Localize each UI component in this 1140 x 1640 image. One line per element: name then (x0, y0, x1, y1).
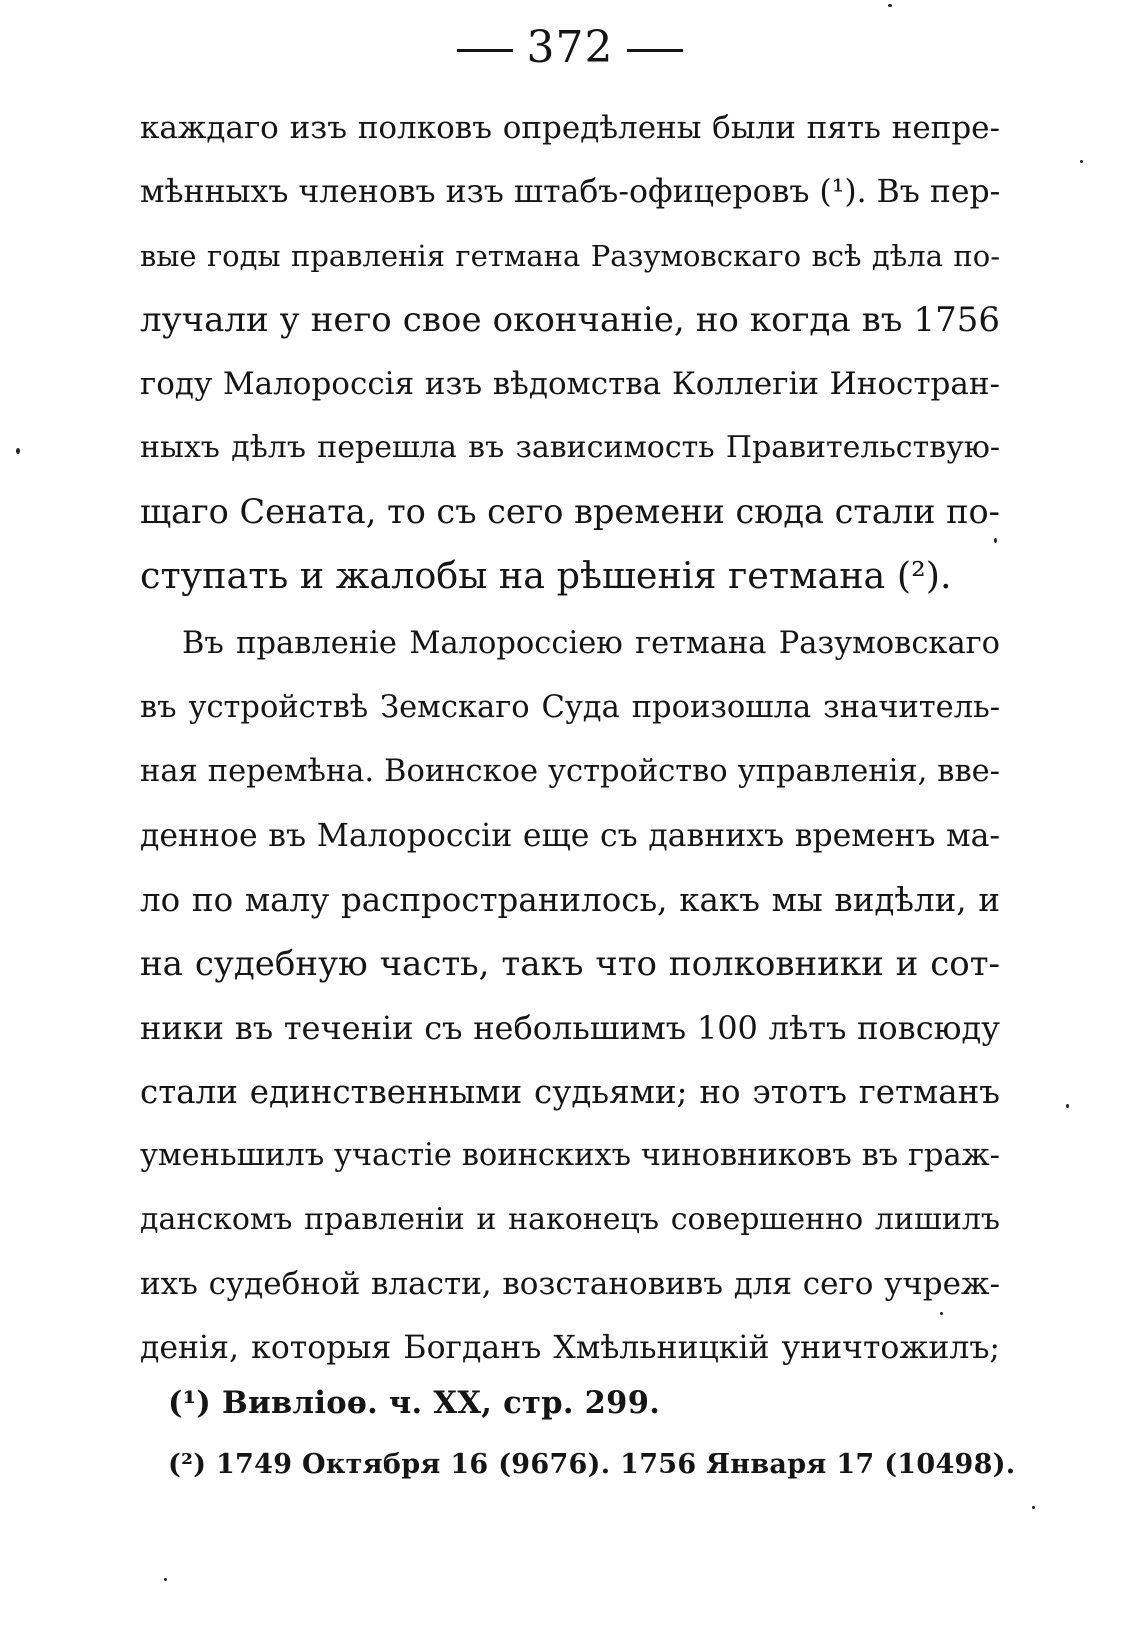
scan-speck (888, 4, 892, 7)
text-line: лучали у него свое окончаніе, но когда въ 1756 (140, 300, 1000, 340)
footnotes (168, 1372, 1028, 1496)
text-line: ная перемѣна. Воинское устройство управленія, вве- (140, 754, 1000, 789)
paragraph-1 (140, 96, 1000, 608)
text-line: денное въ Малороссіи еще съ давнихъ временъ ма- (140, 818, 1000, 854)
footnote-2: (²) 1749 Октября 16 (9676). 1756 Января 17 (10498). (168, 1449, 1016, 1480)
right-dash (627, 49, 683, 52)
text-line: щаго Сената, то съ сего времени сюда стали по- (140, 492, 1000, 531)
text-line: ихъ судебной власти, возстановивъ для сего учреж- (140, 1266, 1000, 1302)
text-line: ныхъ дѣлъ перешла въ зависимость Правительствую- (140, 430, 1000, 465)
page-number-header (0, 20, 1140, 76)
text-line: ники въ теченіи съ небольшимъ 100 лѣтъ повсюду (140, 1009, 1000, 1047)
body-text (140, 96, 1000, 1380)
text-line: Въ правленіе Малороссіею гетмана Разумовскаго (182, 626, 1000, 661)
text-line: уменьшилъ участіе воинскихъ чиновниковъ въ граж- (140, 1138, 1000, 1173)
text-line: ступать и жалобы на рѣшенія гетмана (²). (140, 554, 952, 597)
text-line: данскомъ правленіи и наконецъ совершенно лишилъ (140, 1202, 1000, 1237)
footnote-1: (¹) Вивліоѳ. ч. XX, стр. 299. (168, 1385, 661, 1421)
text-line: ло по малу распространилось, какъ мы видѣли, и (140, 881, 1000, 919)
text-line: мѣнныхъ членовъ изъ штабъ-офицеровъ (¹). Въ пер- (140, 174, 1001, 210)
scan-speck (1080, 160, 1083, 163)
scan-speck (940, 1312, 943, 1315)
scan-speck (1066, 1104, 1069, 1108)
text-line: вые годы правленія гетмана Разумовскаго всѣ дѣла по- (140, 239, 1000, 273)
scan-speck (1032, 1506, 1035, 1509)
scan-speck (994, 538, 997, 543)
page-number: 372 (526, 22, 614, 73)
scan-speck (16, 448, 20, 454)
left-dash (457, 49, 513, 52)
text-line: въ устройствѣ Земскаго Суда произошла значитель- (140, 690, 1000, 725)
text-line: на судебную часть, такъ что полковники и сот- (140, 944, 1000, 984)
text-line: денія, которыя Богданъ Хмѣльницкій уничтожилъ; (140, 1330, 1000, 1366)
scan-speck (164, 1578, 167, 1581)
paragraph-2 (140, 612, 1000, 1380)
text-line: стали единственными судьями; но этотъ гетманъ (140, 1073, 1000, 1111)
text-line: году Малороссія изъ вѣдомства Коллегіи Иностран- (140, 366, 1000, 402)
text-line: каждаго изъ полковъ опредѣлены были пять непре- (140, 110, 1000, 146)
